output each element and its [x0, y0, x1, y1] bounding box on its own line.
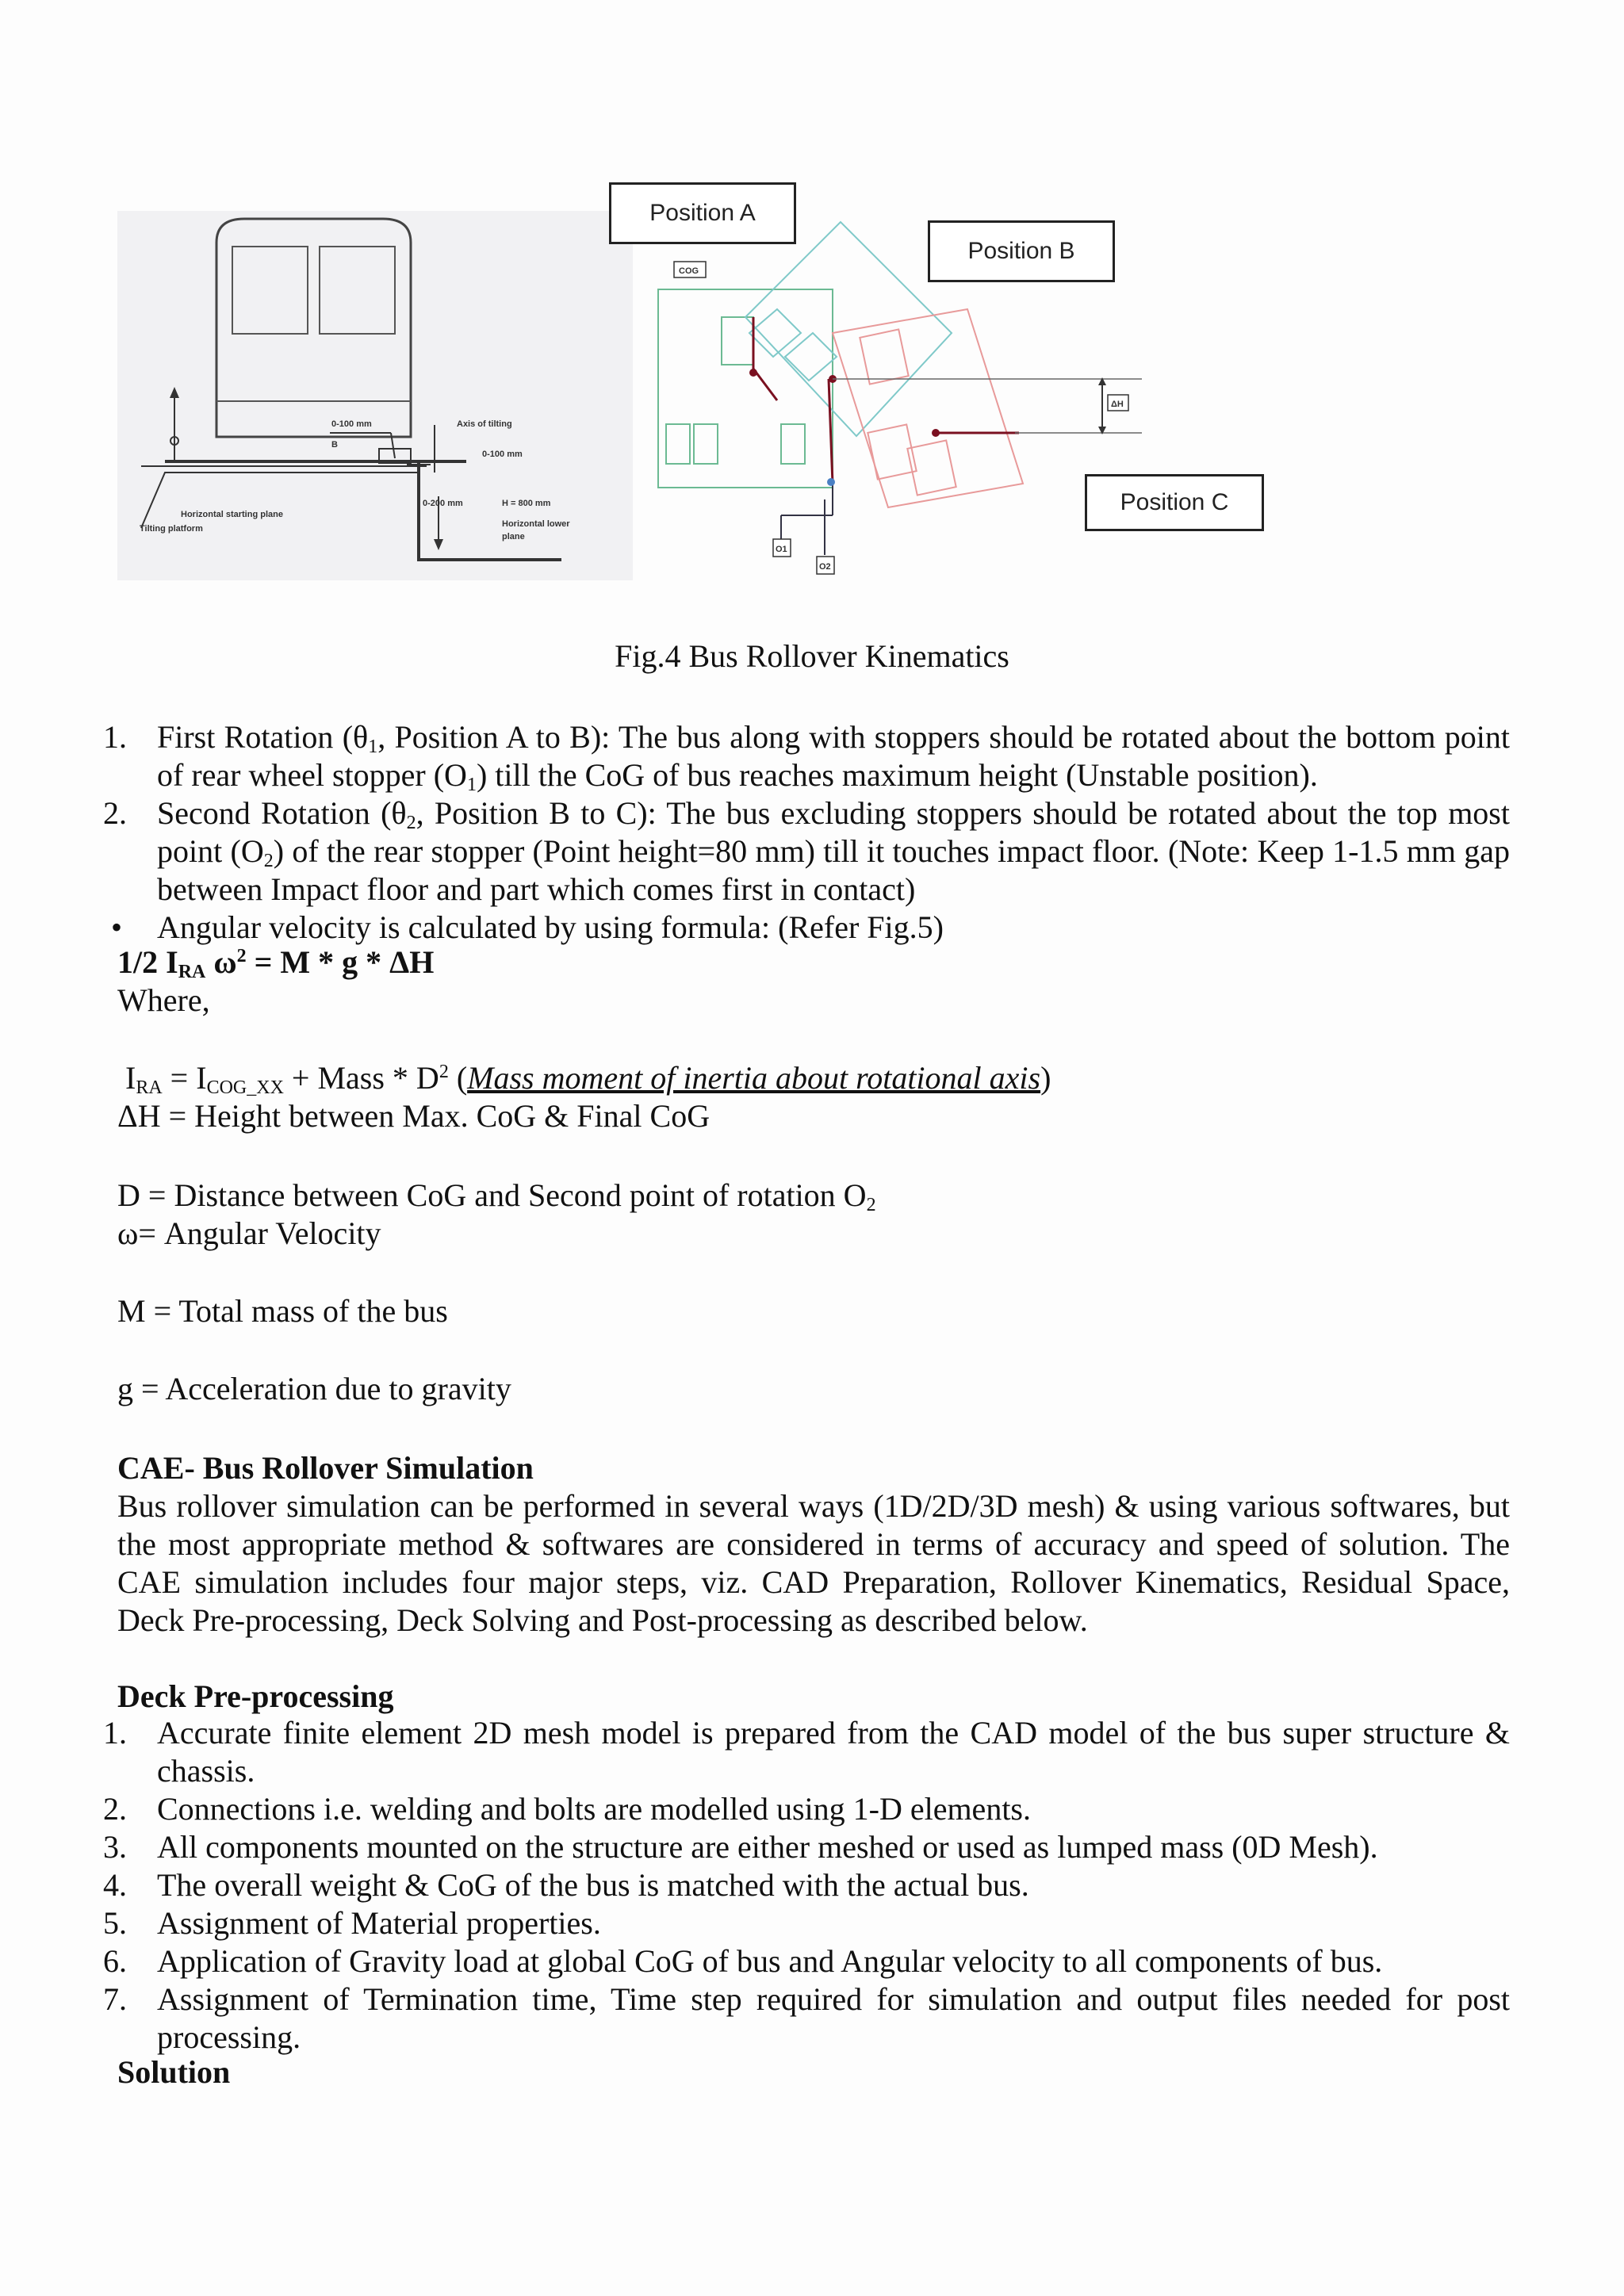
- m-definition: M = Total mass of the bus: [117, 1293, 448, 1329]
- o2-tag: O2: [819, 562, 831, 572]
- position-b-label: Position B: [928, 220, 1115, 282]
- dh-definition: ΔH = Height between Max. CoG & Final CoG: [117, 1098, 710, 1134]
- bus-window-left: [232, 247, 308, 334]
- ira-definition: [125, 1059, 1518, 1097]
- rotation-item-1: [103, 718, 1510, 794]
- formula-sup: 2: [236, 946, 247, 966]
- rotation-item-2: [103, 794, 1510, 909]
- ira-lhs-sub: RA: [136, 1077, 163, 1098]
- interior-c-2: [868, 424, 916, 479]
- formula-part-b: ω: [205, 944, 237, 980]
- tilting-platform-svg: [117, 211, 633, 580]
- dh-tag: ΔH: [1111, 400, 1124, 409]
- label-horizontal-starting-plane: Horizontal starting plane: [181, 510, 283, 519]
- wheel-a-2: [694, 424, 718, 464]
- ira-open: (: [448, 1060, 468, 1096]
- position-a-label: Position A: [609, 182, 796, 244]
- rotation-1-text-a: First Rotation (θ: [157, 719, 369, 755]
- list-item: [103, 1866, 1510, 1904]
- solution-heading: Solution: [117, 2054, 231, 2090]
- position-c-label: Position C: [1085, 474, 1264, 531]
- formula-part-c: = M * g * ΔH: [246, 944, 435, 980]
- g-definition: g = Acceleration due to gravity: [117, 1371, 511, 1406]
- cog-point-a: [749, 369, 757, 377]
- theta-2-sub: 2: [406, 813, 416, 833]
- rotation-1-text-b: , Position A to B): The bus along with stoppers should be rotated about the bottom point of rear wheel stopper (O: [157, 719, 1510, 793]
- list-number: 6.: [103, 1943, 127, 1979]
- cog-point-c: [932, 429, 940, 437]
- list-item: [103, 1714, 1510, 1790]
- pivot-point: [827, 478, 835, 486]
- interior-c-1: [860, 329, 908, 384]
- ira-note: Mass moment of inertia about rotational axis: [467, 1060, 1041, 1096]
- label-h-800: H = 800 mm: [502, 499, 551, 508]
- o1-tag: O1: [776, 545, 787, 554]
- list-item-text: Accurate finite element 2D mesh model is prepared from the CAD model of the bus super structure & chassis.: [157, 1715, 1510, 1789]
- ira-eq: = I: [162, 1060, 207, 1096]
- label-0-200: 0-200 mm: [423, 499, 463, 508]
- theta-1-sub: 1: [368, 737, 378, 757]
- list-number: 2.: [103, 1791, 127, 1827]
- formula: [117, 943, 1510, 982]
- cog-tag: COG: [679, 266, 699, 276]
- list-item: [103, 1828, 1510, 1866]
- ira-close: ): [1040, 1060, 1051, 1096]
- rotations-list: [103, 718, 1510, 947]
- where-label: Where,: [117, 982, 210, 1018]
- list-item: [103, 1790, 1510, 1828]
- rotation-1-text-c: ) till the CoG of bus reaches maximum height (Unstable position).: [476, 757, 1318, 793]
- list-item-text: Assignment of Termination time, Time step required for simulation and output files needed for post processing.: [157, 1981, 1510, 2055]
- label-axis-of-tilting: Axis of tilting: [457, 419, 512, 429]
- d-definition: [117, 1177, 1510, 1215]
- ira-sup: 2: [439, 1062, 449, 1082]
- cae-heading: CAE- Bus Rollover Simulation: [117, 1450, 534, 1486]
- formula-sub: RA: [178, 962, 206, 982]
- figure-caption: Fig.4 Bus Rollover Kinematics: [615, 638, 1009, 674]
- list-number: 7.: [103, 1981, 127, 2017]
- label-plane: plane: [502, 532, 525, 541]
- bullet-icon: •: [111, 909, 123, 945]
- tilt-platform-path: [141, 473, 419, 528]
- list-item-text: Application of Gravity load at global CoG of bus and Angular velocity to all components of bus.: [157, 1943, 1383, 1979]
- list-number: 1.: [103, 719, 127, 755]
- wheel-a-1: [666, 424, 690, 464]
- list-item-text: All components mounted on the structure are either meshed or used as lumped mass (0D Mesh).: [157, 1829, 1378, 1865]
- d-sub: 2: [866, 1195, 876, 1215]
- d-text: D = Distance between CoG and Second point of rotation O: [117, 1177, 867, 1213]
- label-0-100-side: 0-100 mm: [482, 450, 523, 459]
- rotation-2-text-c: ) of the rear stopper (Point height=80 mm) till it touches impact floor. (Note: Keep 1-1.5 mm gap between Impact floor and part which comes first in contact): [157, 833, 1510, 907]
- bullet-text: Angular velocity is calculated by using formula: (Refer Fig.5): [157, 909, 944, 945]
- bullet-item: [103, 909, 1510, 947]
- formula-part-a: 1/2 I: [117, 944, 178, 980]
- list-item: [103, 1942, 1510, 1980]
- bus-position-b: [745, 222, 952, 436]
- dim-arrow-h: [434, 539, 443, 550]
- label-0-100-top: 0-100 mm: [331, 419, 372, 429]
- list-item-text: Connections i.e. welding and bolts are modelled using 1-D elements.: [157, 1791, 1031, 1827]
- list-number: 4.: [103, 1867, 127, 1903]
- bus-outline: [216, 219, 411, 437]
- bus-position-a: [658, 289, 833, 488]
- list-item-text: Assignment of Material properties.: [157, 1905, 601, 1941]
- deck-list: [103, 1714, 1510, 2057]
- ira-cog-sub: COG_XX: [206, 1077, 284, 1098]
- interior-c-3: [907, 440, 956, 495]
- label-horizontal-lower: Horizontal lower: [502, 519, 570, 529]
- list-item: [103, 1904, 1510, 1942]
- o2-sub: 2: [263, 851, 274, 871]
- label-tilting-platform: Tilting platform: [140, 524, 203, 534]
- label-b-mark: B: [331, 440, 338, 450]
- rotation-2-text-b: , Position B to C): The bus excluding stoppers should be rotated about the top most point (O: [157, 795, 1510, 869]
- tilting-platform-diagram: [117, 211, 633, 580]
- ira-lhs: I: [125, 1060, 136, 1096]
- list-item: [103, 1980, 1510, 2057]
- wheel-a-3: [781, 424, 805, 464]
- list-number: 2.: [103, 795, 127, 831]
- ira-rest: + Mass * D: [283, 1060, 439, 1096]
- list-item-text: The overall weight & CoG of the bus is matched with the actual bus.: [157, 1867, 1029, 1903]
- lift-arrow-head: [170, 387, 179, 398]
- deck-heading: Deck Pre-processing: [117, 1678, 394, 1714]
- rotation-2-text-a: Second Rotation (θ: [157, 795, 407, 831]
- omega-definition: ω= Angular Velocity: [117, 1215, 381, 1251]
- cae-paragraph: Bus rollover simulation can be performed in several ways (1D/2D/3D mesh) & using various softwares, but the most appropriate method & softwares are considered in terms of accuracy and speed of solution. The CAE simulation includes four major steps, viz. CAD Preparation, Rollover Kinematics, Residual Space, Deck Pre-processing, Deck Solving and Post-processing as described below.: [117, 1488, 1510, 1638]
- o1-sub: 1: [466, 775, 477, 795]
- list-number: 1.: [103, 1715, 127, 1751]
- bus-position-c: [833, 309, 1023, 507]
- list-number: 3.: [103, 1829, 127, 1865]
- interior-a: [722, 317, 753, 365]
- bus-window-right: [320, 247, 395, 334]
- list-number: 5.: [103, 1905, 127, 1941]
